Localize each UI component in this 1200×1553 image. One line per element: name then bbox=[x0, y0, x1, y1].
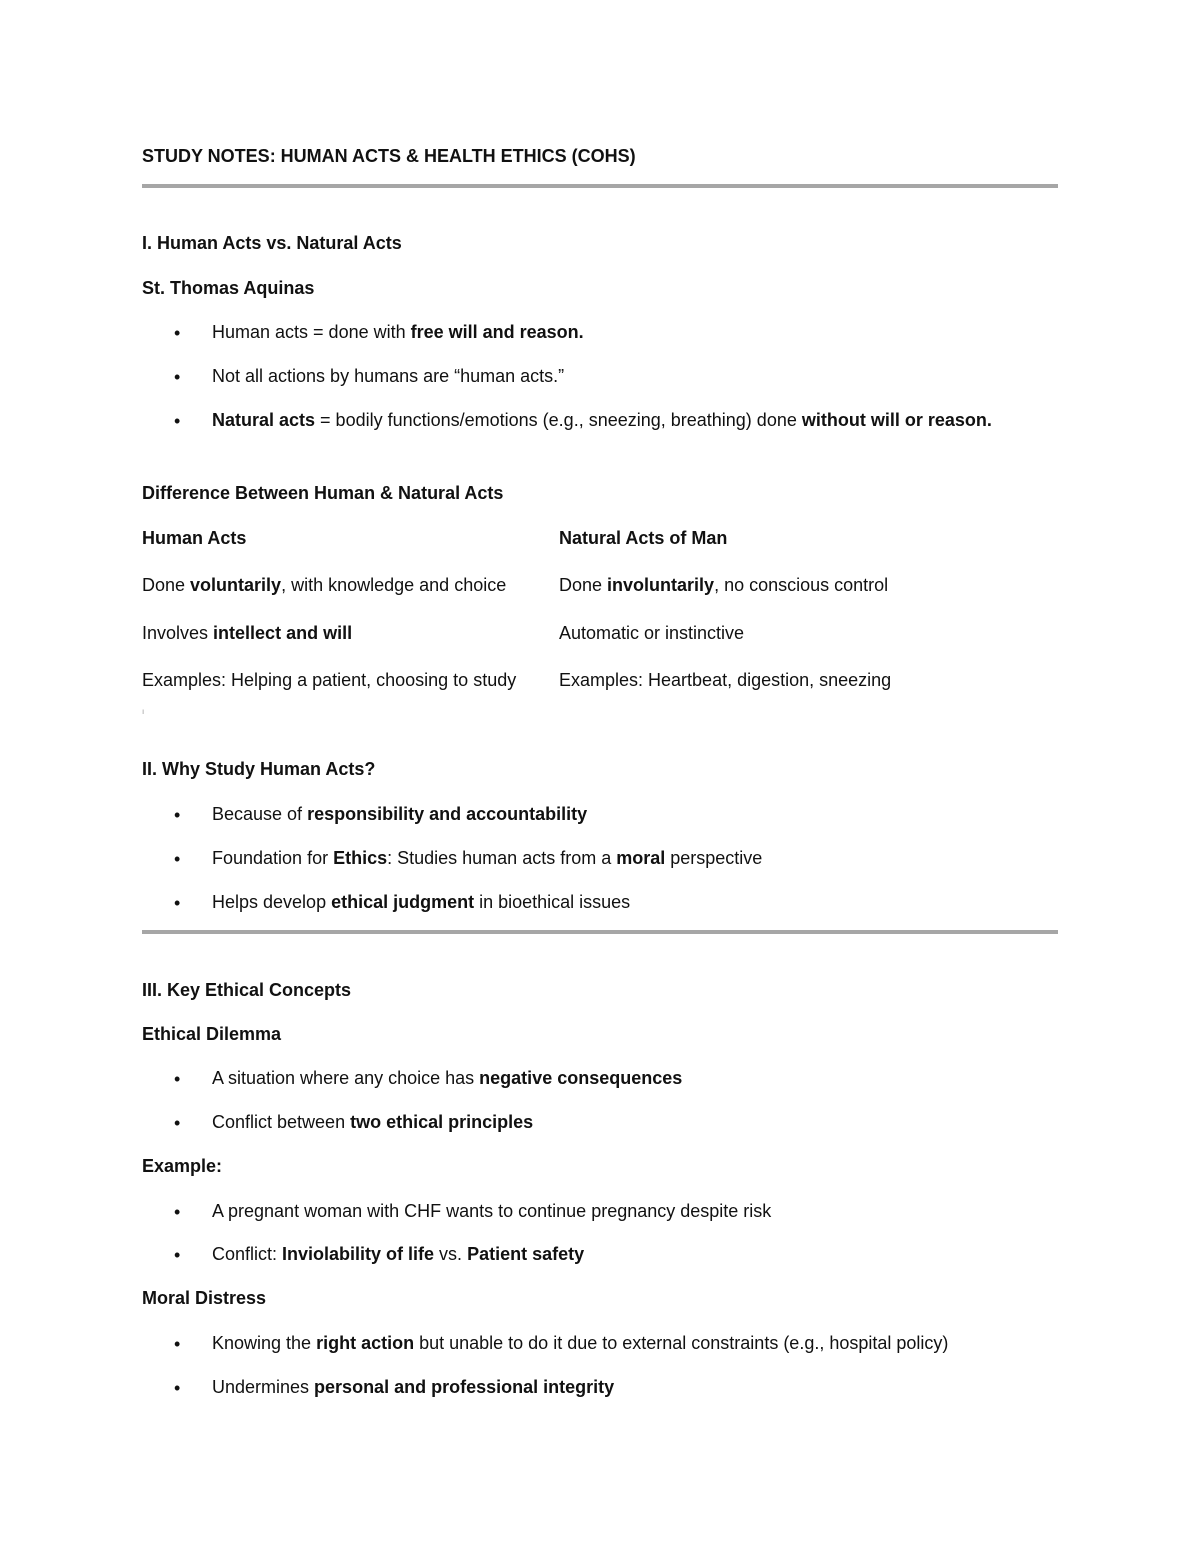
text: A pregnant woman with CHF wants to continue pregnancy despite risk bbox=[212, 1201, 772, 1221]
section-heading-2: II. Why Study Human Acts? bbox=[142, 759, 376, 779]
bold-text: Patient safety bbox=[467, 1244, 585, 1264]
section-heading-3: III. Key Ethical Concepts bbox=[142, 980, 352, 1000]
horizontal-rule bbox=[142, 184, 1058, 188]
text: Helps develop bbox=[212, 892, 332, 912]
bullet-icon: • bbox=[174, 323, 181, 343]
bullet-icon: • bbox=[174, 367, 181, 387]
list-item bbox=[212, 1329, 1042, 1358]
table-cell bbox=[142, 668, 516, 692]
table-header-human-acts: Human Acts bbox=[142, 528, 247, 548]
text: Because of bbox=[212, 804, 308, 824]
text: but unable to do it due to external constraints (e.g., hospital policy) bbox=[414, 1333, 949, 1353]
document-title: STUDY NOTES: HUMAN ACTS & HEALTH ETHICS (COHS) bbox=[142, 146, 636, 166]
bullet-icon: • bbox=[174, 1378, 181, 1398]
bullet-icon: • bbox=[174, 1069, 181, 1089]
table-cell bbox=[559, 573, 888, 597]
bullet-icon: • bbox=[174, 1113, 181, 1133]
bold-text: free will and reason. bbox=[410, 322, 584, 342]
text: Done bbox=[559, 575, 608, 595]
subheading-moral-distress: Moral Distress bbox=[142, 1288, 267, 1308]
bullet-icon: • bbox=[174, 1334, 181, 1354]
text: : Studies human acts from a bbox=[387, 848, 617, 868]
list-item bbox=[212, 800, 1042, 829]
list-item bbox=[212, 1373, 1042, 1402]
bold-text: right action bbox=[316, 1333, 415, 1353]
list-item bbox=[212, 1197, 1042, 1226]
subheading-example: Example: bbox=[142, 1156, 223, 1176]
subheading-difference: Difference Between Human & Natural Acts bbox=[142, 483, 504, 503]
table-cell bbox=[142, 621, 352, 645]
table-header-natural-acts: Natural Acts of Man bbox=[559, 528, 728, 548]
text: , no conscious control bbox=[714, 575, 889, 595]
text: Conflict: bbox=[212, 1244, 283, 1264]
bold-text: two ethical principles bbox=[350, 1112, 534, 1132]
bullet-icon: • bbox=[174, 1202, 181, 1222]
subheading-aquinas: St. Thomas Aquinas bbox=[142, 278, 315, 298]
text: Automatic or instinctive bbox=[559, 623, 745, 643]
bold-text: without will or reason. bbox=[801, 410, 992, 430]
bold-text: Ethics bbox=[333, 848, 388, 868]
bold-text: personal and professional integrity bbox=[314, 1377, 615, 1397]
text: Examples: Heartbeat, digestion, sneezing bbox=[559, 670, 892, 690]
text: Foundation for bbox=[212, 848, 334, 868]
list-item bbox=[212, 1108, 1042, 1137]
bold-text: negative consequences bbox=[479, 1068, 683, 1088]
text: Not all actions by humans are “human acts.” bbox=[212, 366, 565, 386]
text: in bioethical issues bbox=[474, 892, 631, 912]
list-item bbox=[212, 1064, 1042, 1093]
list-item bbox=[212, 888, 1042, 917]
bold-text: involuntarily bbox=[607, 575, 715, 595]
bold-text: Inviolability of life bbox=[282, 1244, 435, 1264]
text: Undermines bbox=[212, 1377, 315, 1397]
bullet-icon: • bbox=[174, 805, 181, 825]
text: Conflict between bbox=[212, 1112, 351, 1132]
text: Done bbox=[142, 575, 191, 595]
list-item bbox=[212, 1240, 1042, 1269]
subheading-ethical-dilemma: Ethical Dilemma bbox=[142, 1024, 282, 1044]
horizontal-rule bbox=[142, 930, 1058, 934]
list-item bbox=[212, 406, 1042, 435]
bold-text: voluntarily bbox=[190, 575, 282, 595]
bold-text: moral bbox=[616, 848, 666, 868]
bold-text: ethical judgment bbox=[331, 892, 475, 912]
bold-text: intellect and will bbox=[213, 623, 353, 643]
table-cell bbox=[559, 621, 744, 645]
bullet-icon: • bbox=[174, 893, 181, 913]
table-cell bbox=[142, 573, 506, 597]
text: Human acts = done with bbox=[212, 322, 411, 342]
bullet-icon: • bbox=[174, 849, 181, 869]
list-item bbox=[212, 318, 1042, 347]
section-heading-1: I. Human Acts vs. Natural Acts bbox=[142, 233, 402, 253]
text: Involves bbox=[142, 623, 214, 643]
text: = bodily functions/emotions (e.g., sneezing, breathing) done bbox=[315, 410, 802, 430]
text: Examples: Helping a patient, choosing to study bbox=[142, 670, 517, 690]
text: perspective bbox=[665, 848, 763, 868]
bullet-icon: • bbox=[174, 411, 181, 431]
list-item bbox=[212, 844, 1042, 873]
text: vs. bbox=[434, 1244, 468, 1264]
list-item bbox=[212, 362, 1042, 391]
bold-text: Natural acts bbox=[212, 410, 316, 430]
bold-text: responsibility and accountability bbox=[307, 804, 588, 824]
bullet-icon: • bbox=[174, 1245, 181, 1265]
table-cell bbox=[559, 668, 891, 692]
text: A situation where any choice has bbox=[212, 1068, 480, 1088]
stray-mark: ı bbox=[142, 707, 145, 716]
text: , with knowledge and choice bbox=[281, 575, 507, 595]
text: Knowing the bbox=[212, 1333, 317, 1353]
